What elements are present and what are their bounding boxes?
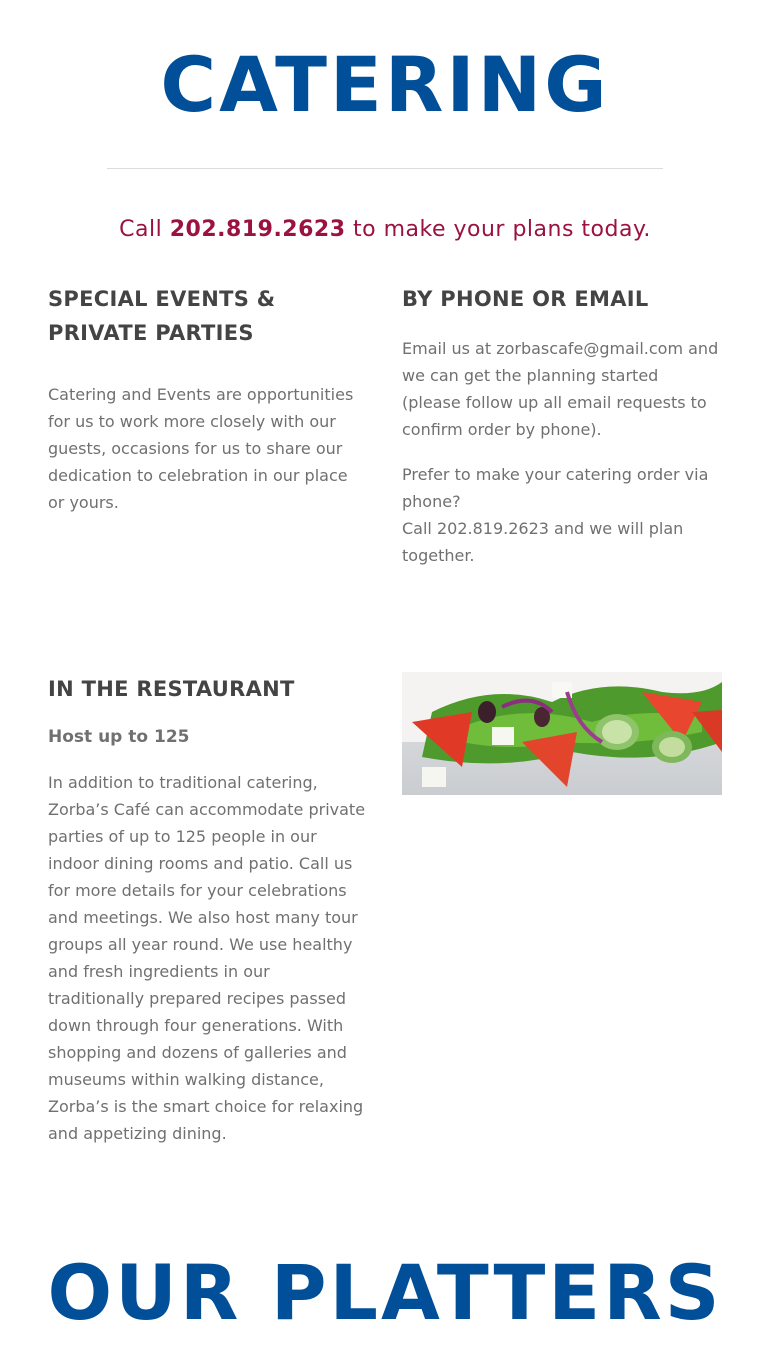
email-paragraph: Email us at zorbascafe@gmail.com and we can get the planning started (please follow up all email requests to confirm order by phone). (402, 339, 719, 439)
restaurant-subheading: Host up to 125 (48, 727, 190, 747)
cta-suffix: to make your plans today. (345, 217, 651, 242)
title-divider (107, 168, 663, 169)
special-events-section (48, 282, 368, 516)
restaurant-section (48, 672, 368, 1147)
greek-salad-photo (402, 672, 722, 795)
special-events-heading: SPECIAL EVENTS & PRIVATE PARTIES (48, 287, 276, 345)
restaurant-body: In addition to traditional catering, Zorba’s Café can accommodate private parties of up to 125 people in our indoor dining rooms and patio. Call us for more details for your celebrations and meetings. We also host many tour groups all year round. We use healthy and fresh ingredients in our traditionally prepared recipes passed down through four generations. With shopping and dozens of galleries and museums within walking distance, Zorba’s is the smart choice for relaxing and appetizing dining. (48, 773, 366, 1143)
page-title: CATERING (160, 40, 610, 129)
phone-email-heading: BY PHONE OR EMAIL (402, 287, 649, 311)
restaurant-heading: IN THE RESTAURANT (48, 677, 295, 701)
cta-phone-number[interactable]: 202.819.2623 (169, 217, 346, 242)
phone-email-section (402, 282, 722, 569)
phone-line-1: Prefer to make your catering order via phone? (402, 465, 709, 511)
call-to-action (0, 215, 770, 245)
platters-title: OUR PLATTERS (47, 1248, 723, 1337)
phone-paragraph (402, 461, 722, 569)
cta-prefix: Call (119, 217, 170, 242)
greek-salad-image (402, 672, 722, 795)
phone-line-2: Call 202.819.2623 and we will plan together. (402, 519, 684, 565)
special-events-body: Catering and Events are opportunities for us to work more closely with our guests, occasions for us to share our dedication to celebration in our place or yours. (48, 385, 354, 512)
